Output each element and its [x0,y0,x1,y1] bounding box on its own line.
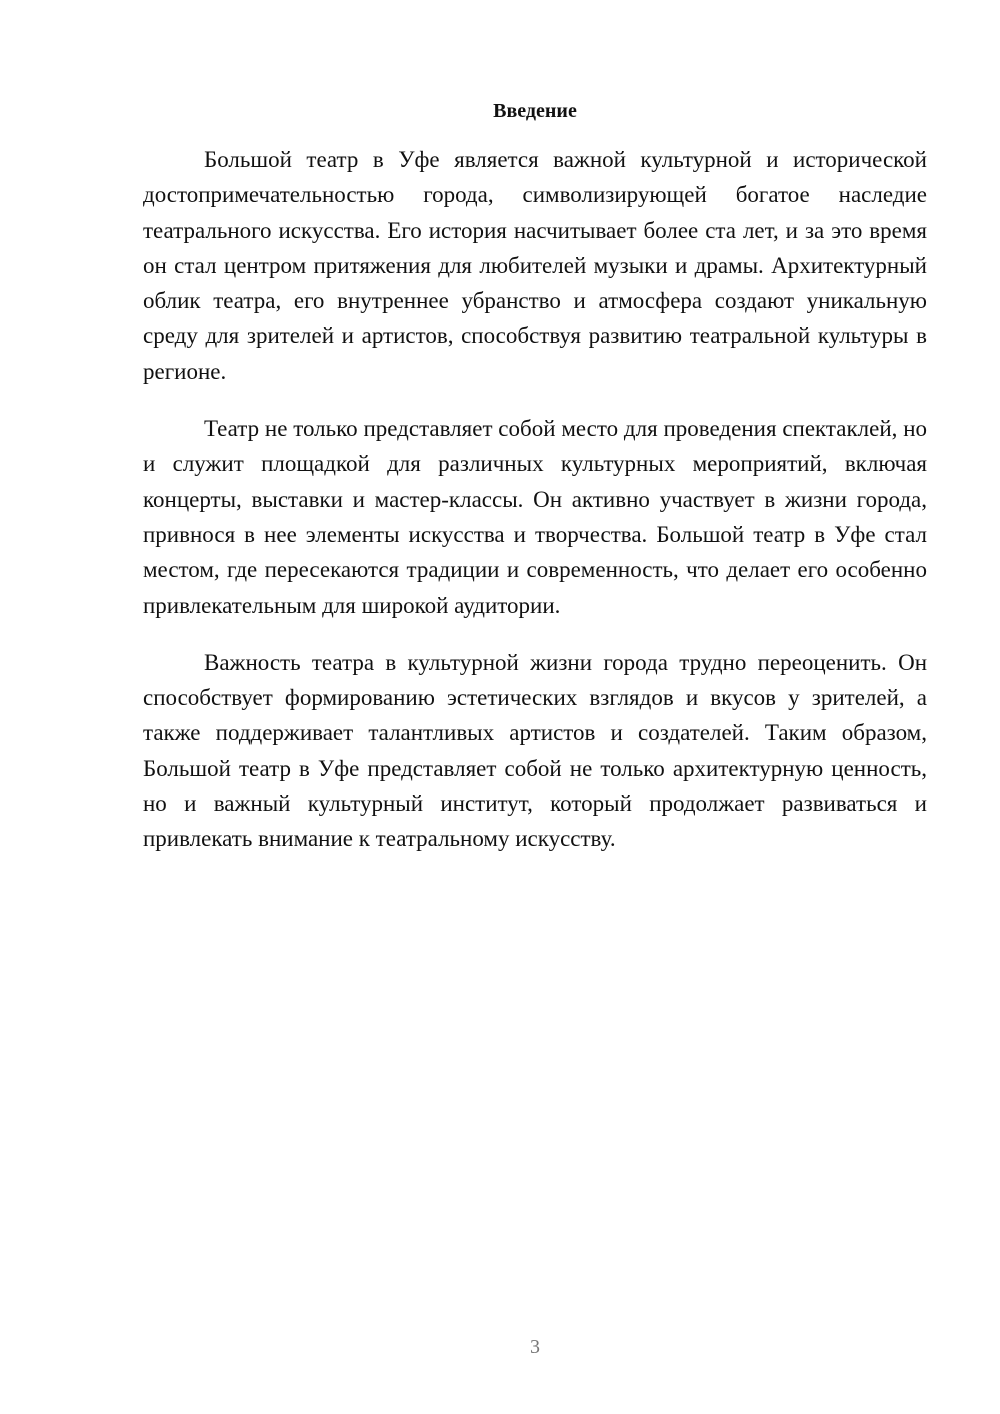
paragraph-2: Театр не только представляет собой место для проведения спектаклей, но и служит площадкой для различных культурных мероприятий, включая концерты, выставки и мастер-классы. Он активно участвует в жизни города, привнося в нее элементы искусства и творчества. Большой театр в Уфе стал местом, где пересекаются традиции и современность, что делает его особенно привлекательным для широкой аудитории. [143,416,927,618]
body-text [143,142,927,879]
section-title: Введение [493,100,577,122]
page-number: 3 [530,1336,540,1358]
paragraph-3: Важность театра в культурной жизни города трудно переоценить. Он способствует формированию эстетических взглядов и вкусов у зрителей, а также поддерживает талантливых артистов и создателей. Таким образом, Большой театр в Уфе представляет собой не только архитектурную ценность, но и важный культурный институт, который продолжает развиваться и привлекать внимание к театральному искусству. [143,649,927,852]
paragraph-1: Большой театр в Уфе является важной культурной и исторической достопримечательностью города, символизирующей богатое наследие театрального искусства. Его история насчитывает более ста лет, и за это время он стал центром притяжения для любителей музыки и драмы. Архитектурный облик театра, его внутреннее убранство и атмосфера создают уникальную среду для зрителей и артистов, способствуя развитию театральной культуры в регионе. [143,147,927,384]
